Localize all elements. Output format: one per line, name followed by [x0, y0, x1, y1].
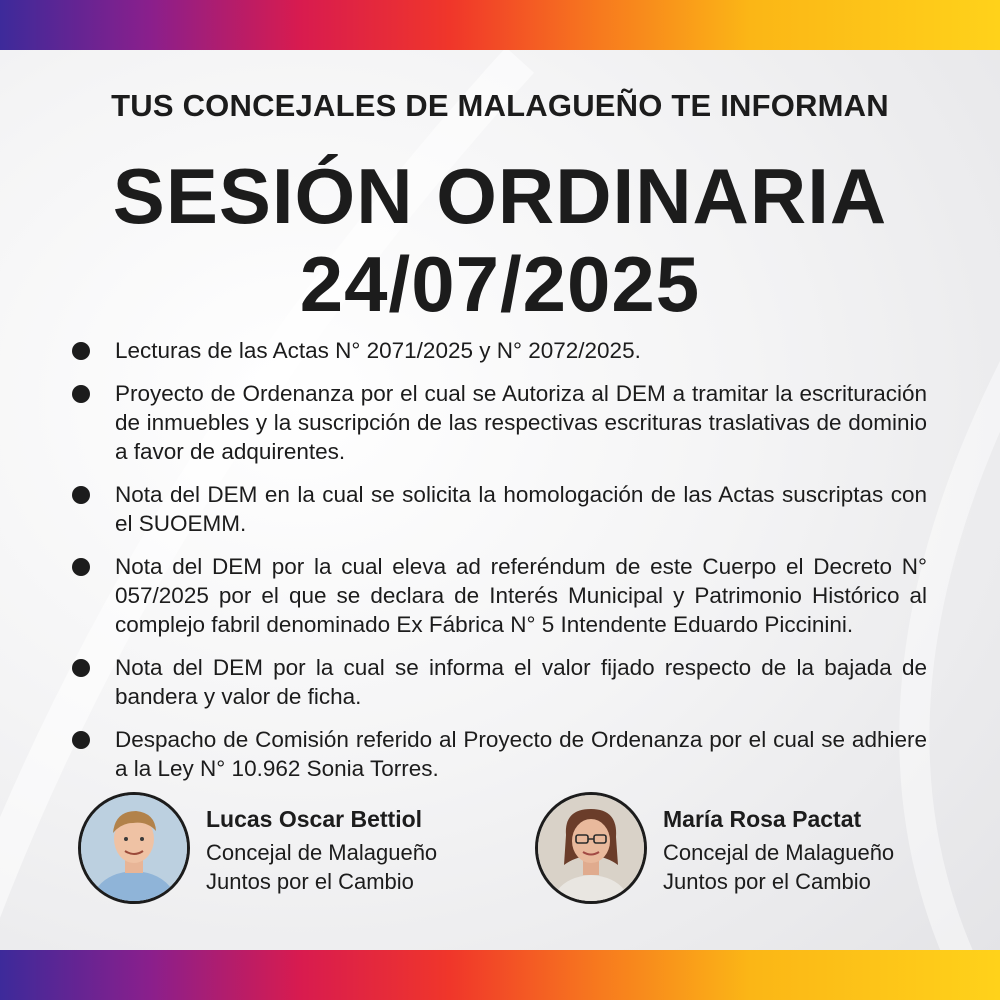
agenda-item	[72, 552, 927, 639]
session-date: 24/07/2025	[299, 240, 701, 328]
agenda-item-text: Lecturas de las Actas N° 2071/2025 y N° 2072/2025.	[115, 338, 641, 363]
bullet-dot-icon	[72, 558, 90, 576]
session-title	[0, 152, 1000, 328]
bottom-gradient-band	[0, 950, 1000, 1000]
agenda-item	[72, 379, 927, 466]
avatar-pactat	[535, 792, 647, 904]
councillor-role: Concejal de Malagueño	[206, 840, 438, 865]
councillor-party: Juntos por el Cambio	[663, 869, 871, 894]
councillor-card-bettiol	[78, 792, 498, 907]
agenda-item-text: Despacho de Comisión referido al Proyecto de Ordenanza por el cual se adhiere a la Ley N° 10.962 Sonia Torres.	[115, 727, 927, 781]
agenda-list	[72, 336, 927, 797]
bullet-dot-icon	[72, 659, 90, 677]
bullet-dot-icon	[72, 731, 90, 749]
councillor-name: Lucas Oscar Bettiol	[206, 806, 423, 832]
agenda-item-text: Proyecto de Ordenanza por el cual se Autoriza al DEM a tramitar la escrituración de inmuebles y la suscripción de las respectivas escrituras traslativas de dominio a favor de adquirentes.	[115, 381, 927, 464]
agenda-item	[72, 480, 927, 538]
bullet-dot-icon	[72, 342, 90, 360]
header-kicker: TUS CONCEJALES DE MALAGUEÑO TE INFORMAN	[111, 88, 889, 123]
agenda-item-text: Nota del DEM por la cual eleva ad referéndum de este Cuerpo el Decreto N° 057/2025 por el que se declara de Interés Municipal y Patrimonio Histórico al complejo fabril denominado Ex Fábrica N° 5 Intendente Eduardo Piccinini.	[115, 554, 927, 637]
agenda-item	[72, 725, 927, 783]
agenda-item-text: Nota del DEM en la cual se solicita la homologación de las Actas suscriptas con el SUOEMM.	[115, 482, 927, 536]
bullet-dot-icon	[72, 385, 90, 403]
agenda-item-text: Nota del DEM por la cual se informa el valor fijado respecto de la bajada de bandera y valor de ficha.	[115, 655, 927, 709]
councillor-card-pactat	[535, 792, 955, 907]
agenda-item	[72, 653, 927, 711]
agenda-item	[72, 336, 927, 365]
avatar-bettiol	[78, 792, 190, 904]
session-title-line: SESIÓN ORDINARIA	[112, 152, 888, 240]
bullet-dot-icon	[72, 486, 90, 504]
councillor-role: Concejal de Malagueño	[663, 840, 895, 865]
councillor-party: Juntos por el Cambio	[206, 869, 414, 894]
top-gradient-band	[0, 0, 1000, 50]
councillor-name: María Rosa Pactat	[663, 806, 862, 832]
